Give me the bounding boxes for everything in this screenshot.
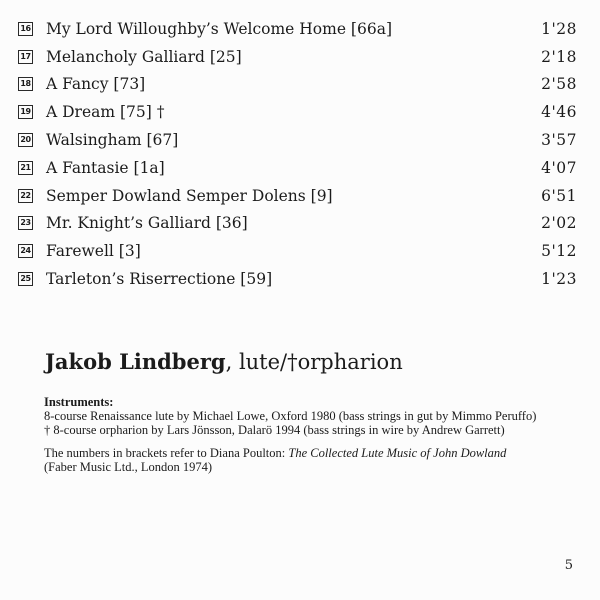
track-title: A Fancy [73]: [46, 75, 146, 94]
track-duration: 4'07: [541, 158, 577, 177]
track-number-box: 19: [18, 105, 33, 119]
track-number-box: 25: [18, 272, 33, 286]
track-title: Farewell [3]: [46, 242, 141, 261]
track-duration: 3'57: [541, 131, 577, 150]
track-duration: 4'46: [541, 103, 577, 122]
track-title: Melancholy Galliard [25]: [46, 47, 242, 66]
track-row: [18, 210, 577, 238]
track-number-box: 16: [18, 22, 33, 36]
track-duration: 2'58: [541, 75, 577, 94]
track-row: [18, 98, 577, 126]
track-list: [18, 15, 577, 293]
track-duration: 5'12: [541, 242, 577, 261]
track-number-box: 22: [18, 189, 33, 203]
track-duration: 1'28: [541, 19, 577, 38]
brackets-note-prefix: The numbers in brackets refer to Diana Poulton:: [44, 446, 289, 460]
brackets-note-line1: [44, 447, 590, 461]
track-row: [18, 237, 577, 265]
track-row: [18, 182, 577, 210]
track-number-box: 20: [18, 133, 33, 147]
track-number-box: 17: [18, 50, 33, 64]
instrument-line-lute: 8-course Renaissance lute by Michael Lowe, Oxford 1980 (bass strings in gut by Mimmo Peruffo): [44, 408, 537, 423]
brackets-note: [44, 447, 590, 475]
track-title: Walsingham [67]: [46, 131, 179, 150]
track-number-box: 23: [18, 216, 33, 230]
track-duration: 2'18: [541, 47, 577, 66]
instruments-heading: Instruments:: [44, 395, 114, 409]
artist-role: , lute/†orpharion: [225, 350, 403, 374]
track-number-box: 24: [18, 244, 33, 258]
track-duration: 6'51: [541, 186, 577, 205]
track-title: A Fantasie [1a]: [46, 158, 165, 177]
track-row: [18, 265, 577, 293]
track-title: A Dream [75] †: [46, 103, 165, 122]
artist-heading: [45, 349, 403, 375]
track-number-box: 18: [18, 77, 33, 91]
track-row: [18, 71, 577, 99]
track-row: [18, 43, 577, 71]
track-title: Mr. Knight’s Galliard [36]: [46, 214, 248, 233]
track-title: My Lord Willoughby’s Welcome Home [66a]: [46, 19, 392, 38]
track-row: [18, 15, 577, 43]
track-title: Tarleton’s Riserrectione [59]: [46, 270, 273, 289]
track-title: Semper Dowland Semper Dolens [9]: [46, 186, 333, 205]
track-row: [18, 154, 577, 182]
page-number: 5: [564, 558, 573, 573]
artist-name: Jakob Lindberg: [45, 349, 226, 374]
brackets-note-line2: (Faber Music Ltd., London 1974): [44, 459, 213, 474]
track-duration: 1'23: [541, 270, 577, 289]
track-row: [18, 126, 577, 154]
instrument-line-orpharion: † 8-course orpharion by Lars Jönsson, Dalarö 1994 (bass strings in wire by Andrew Garrett): [44, 422, 505, 437]
brackets-note-reference-title: The Collected Lute Music of John Dowland: [288, 446, 507, 460]
track-duration: 2'02: [541, 214, 577, 233]
instruments-section: [44, 396, 590, 437]
track-number-box: 21: [18, 161, 33, 175]
